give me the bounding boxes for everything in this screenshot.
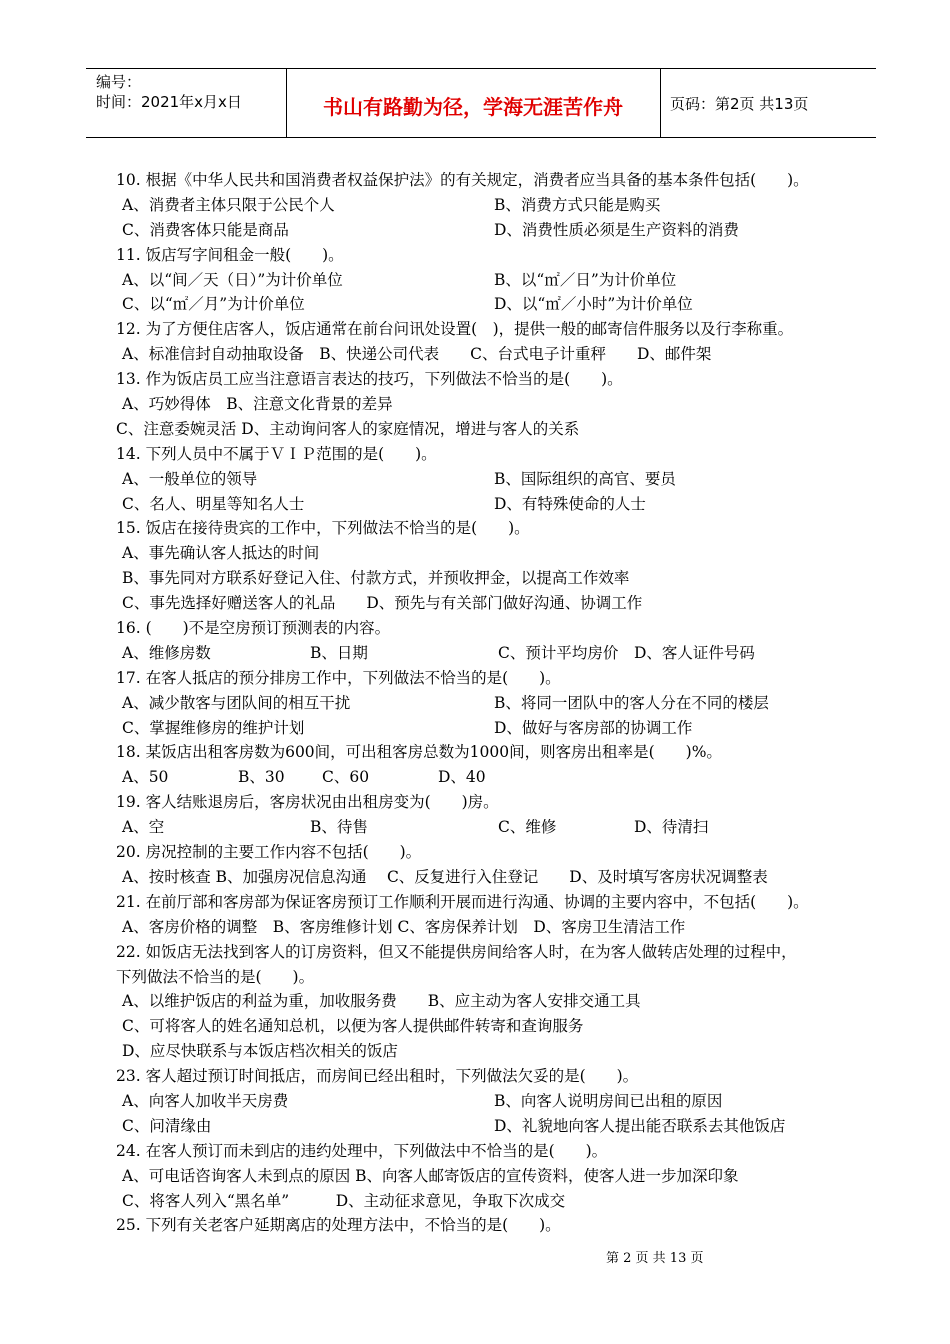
question-line: [116, 740, 856, 765]
question-line: [116, 243, 856, 268]
option-line: [116, 1039, 856, 1064]
question-text: 19. 客人结账退房后，客房状况由出租房变为( )房。: [116, 793, 499, 812]
question-text: 24. 在客人预订而未到店的违约处理中，下列做法中不恰当的是( )。: [116, 1141, 608, 1160]
question-line: [116, 168, 856, 193]
option-text: B、事先同对方联系好登记入住、付款方式，并预收押金，以提高工作效率: [122, 569, 630, 588]
option-b: B、30: [238, 768, 285, 787]
option-line: [116, 1164, 856, 1189]
option-line: [116, 815, 856, 840]
question-text: 17. 在客人抵店的预分排房工作中，下列做法不恰当的是( )。: [116, 668, 561, 687]
option-line: [116, 865, 856, 890]
question-text: 下列做法不恰当的是( )。: [116, 967, 315, 986]
option-a: A、空: [122, 818, 165, 837]
option-b: B、将同一团队中的客人分在不同的楼层: [494, 693, 769, 712]
question-line: [116, 790, 856, 815]
option-b: B、日期: [310, 643, 368, 662]
question-text: 10. 根据《中华人民共和国消费者权益保护法》的有关规定，消费者应当具备的基本条件包括( )。: [116, 171, 809, 189]
question-line: [116, 1213, 856, 1238]
option-line: [116, 691, 856, 716]
option-line: [116, 268, 856, 293]
question-line: [116, 417, 856, 442]
question-line: [116, 1064, 856, 1089]
option-a: A、维修房数: [122, 643, 211, 662]
option-a: A、减少散客与团队间的相互干扰: [122, 693, 351, 712]
question-line: [116, 616, 856, 641]
header-meta: [86, 69, 287, 137]
option-b: B、以“㎡／日”为计价单位: [494, 270, 677, 289]
option-a: C、消费客体只能是商品: [122, 220, 289, 239]
option-line: [116, 541, 856, 566]
question-line: [116, 317, 856, 342]
option-line: [116, 467, 856, 492]
option-text: A、以维护饭店的利益为重，加收服务费 B、应主动为客人安排交通工具: [122, 992, 641, 1011]
question-line: [116, 516, 856, 541]
time-label: 时间：2021年x月x日: [96, 93, 242, 111]
question-text: 14. 下列人员中不属于ＶＩＰ范围的是( )。: [116, 444, 437, 463]
option-d: D、客人证件号码: [634, 643, 755, 662]
option-d: D、待清扫: [634, 818, 709, 837]
option-b: D、有特殊使命的人士: [494, 494, 646, 513]
option-b: D、以“㎡／小时”为计价单位: [494, 295, 693, 314]
option-a: C、问清缘由: [122, 1116, 212, 1135]
option-text: C、将客人列入“黑名单” D、主动征求意见，争取下次成交: [122, 1191, 566, 1210]
page-footer: 第 2 页 共 13 页: [606, 1251, 704, 1266]
option-text: A、标准信封自动抽取设备 B、快递公司代表 C、台式电子计重秤 D、邮件架: [122, 345, 712, 364]
code-label: 编号：: [96, 73, 142, 91]
header-motto-cell: [286, 69, 661, 137]
option-text: A、客房价格的调整 B、客房维修计划 C、客房保养计划 D、客房卫生清洁工作: [122, 917, 686, 936]
option-text: C、可将客人的姓名通知总机，以便为客人提供邮件转寄和查询服务: [122, 1017, 584, 1036]
question-line: [116, 940, 856, 965]
page-header: [86, 68, 876, 138]
question-text: 15. 饭店在接待贵宾的工作中，下列做法不恰当的是( )。: [116, 519, 530, 538]
option-a: C、掌握维修房的维护计划: [122, 718, 305, 737]
option-a: A、向客人加收半天房费: [122, 1091, 289, 1110]
option-a: A、50: [122, 768, 169, 787]
question-line: [116, 890, 856, 915]
option-line: [116, 1089, 856, 1114]
option-a: A、一般单位的领导: [122, 469, 258, 488]
question-text: 21. 在前厅部和客房部为保证客房预订工作顺利开展而进行沟通、协调的主要内容中，不包括( )。: [116, 892, 809, 911]
question-text: 22. 如饭店无法找到客人的订房资料，但又不能提供房间给客人时，在为客人做转店处理的过程中，: [116, 942, 797, 961]
question-text: 12. 为了方便住店客人，饭店通常在前台问讯处设置( )，提供一般的邮寄信件服务以及行李称重。: [116, 320, 794, 339]
option-line: [116, 292, 856, 317]
question-line: [116, 965, 856, 990]
option-b: B、消费方式只能是购买: [494, 195, 661, 214]
motto: 书山有路勤为径，学海无涯苦作舟: [323, 95, 623, 119]
option-a: A、以“间／天（日）”为计价单位: [122, 270, 343, 289]
option-line: [116, 492, 856, 517]
option-c: C、60: [322, 768, 370, 787]
question-line: [116, 367, 856, 392]
option-text: A、可电话咨询客人未到点的原因 B、向客人邮寄饭店的宣传资料，使客人进一步加深印象: [122, 1166, 739, 1185]
option-c: C、维修: [498, 818, 557, 837]
option-a: C、以“㎡／月”为计价单位: [122, 295, 305, 314]
option-a: A、消费者主体只限于公民个人: [122, 195, 335, 214]
question-text: 13. 作为饭店员工应当注意语言表达的技巧，下列做法不恰当的是( )。: [116, 370, 623, 389]
option-line: [116, 989, 856, 1014]
option-text: A、巧妙得体 B、注意文化背景的差异: [122, 395, 393, 414]
option-b: D、礼貌地向客人提出能否联系去其他饭店: [494, 1116, 786, 1135]
question-list: [116, 168, 856, 1238]
option-line: [116, 193, 856, 218]
header-page-cell: [660, 69, 876, 137]
option-line: [116, 915, 856, 940]
option-line: [116, 566, 856, 591]
question-line: [116, 1139, 856, 1164]
option-b: B、待售: [310, 818, 368, 837]
option-line: [116, 1114, 856, 1139]
question-text: 25. 下列有关老客户延期离店的处理方法中，不恰当的是( )。: [116, 1216, 561, 1235]
option-line: [116, 716, 856, 741]
option-line: [116, 392, 856, 417]
question-line: [116, 442, 856, 467]
option-line: [116, 765, 856, 790]
option-b: B、向客人说明房间已出租的原因: [494, 1091, 723, 1110]
option-text: C、事先选择好赠送客人的礼品 D、预先与有关部门做好沟通、协调工作: [122, 594, 643, 613]
question-text: 20. 房况控制的主要工作内容不包括( )。: [116, 843, 422, 862]
option-c: C、预计平均房价: [498, 643, 619, 662]
question-text: C、注意委婉灵活 D、主动询问客人的家庭情况，增进与客人的关系: [116, 419, 580, 438]
question-text: 16. ( )不是空房预订预测表的内容。: [116, 619, 391, 638]
option-line: [116, 218, 856, 243]
option-b: B、国际组织的高官、要员: [494, 469, 676, 488]
option-text: A、事先确认客人抵达的时间: [122, 544, 320, 563]
question-text: 23. 客人超过预订时间抵店，而房间已经出租时，下列做法欠妥的是( )。: [116, 1067, 639, 1086]
option-line: [116, 1014, 856, 1039]
option-b: D、消费性质必须是生产资料的消费: [494, 220, 739, 239]
question-text: 18. 某饭店出租客房数为600间，可出租客房总数为1000间，则客房出租率是( )%。: [116, 743, 722, 762]
option-line: [116, 641, 856, 666]
question-line: [116, 840, 856, 865]
option-line: [116, 591, 856, 616]
option-line: [116, 342, 856, 367]
option-d: D、40: [438, 768, 486, 787]
option-line: [116, 1189, 856, 1214]
page-number-label: 页码：第2页 共13页: [670, 95, 809, 113]
question-text: 11. 饭店写字间租金一般( )。: [116, 245, 344, 264]
option-a: C、名人、明星等知名人士: [122, 494, 305, 513]
option-text: A、按时核查 B、加强房况信息沟通 C、反复进行入住登记 D、及时填写客房状况调整表: [122, 867, 768, 886]
option-b: D、做好与客房部的协调工作: [494, 718, 693, 737]
option-text: D、应尽快联系与本饭店档次相关的饭店: [122, 1042, 398, 1061]
question-line: [116, 666, 856, 691]
